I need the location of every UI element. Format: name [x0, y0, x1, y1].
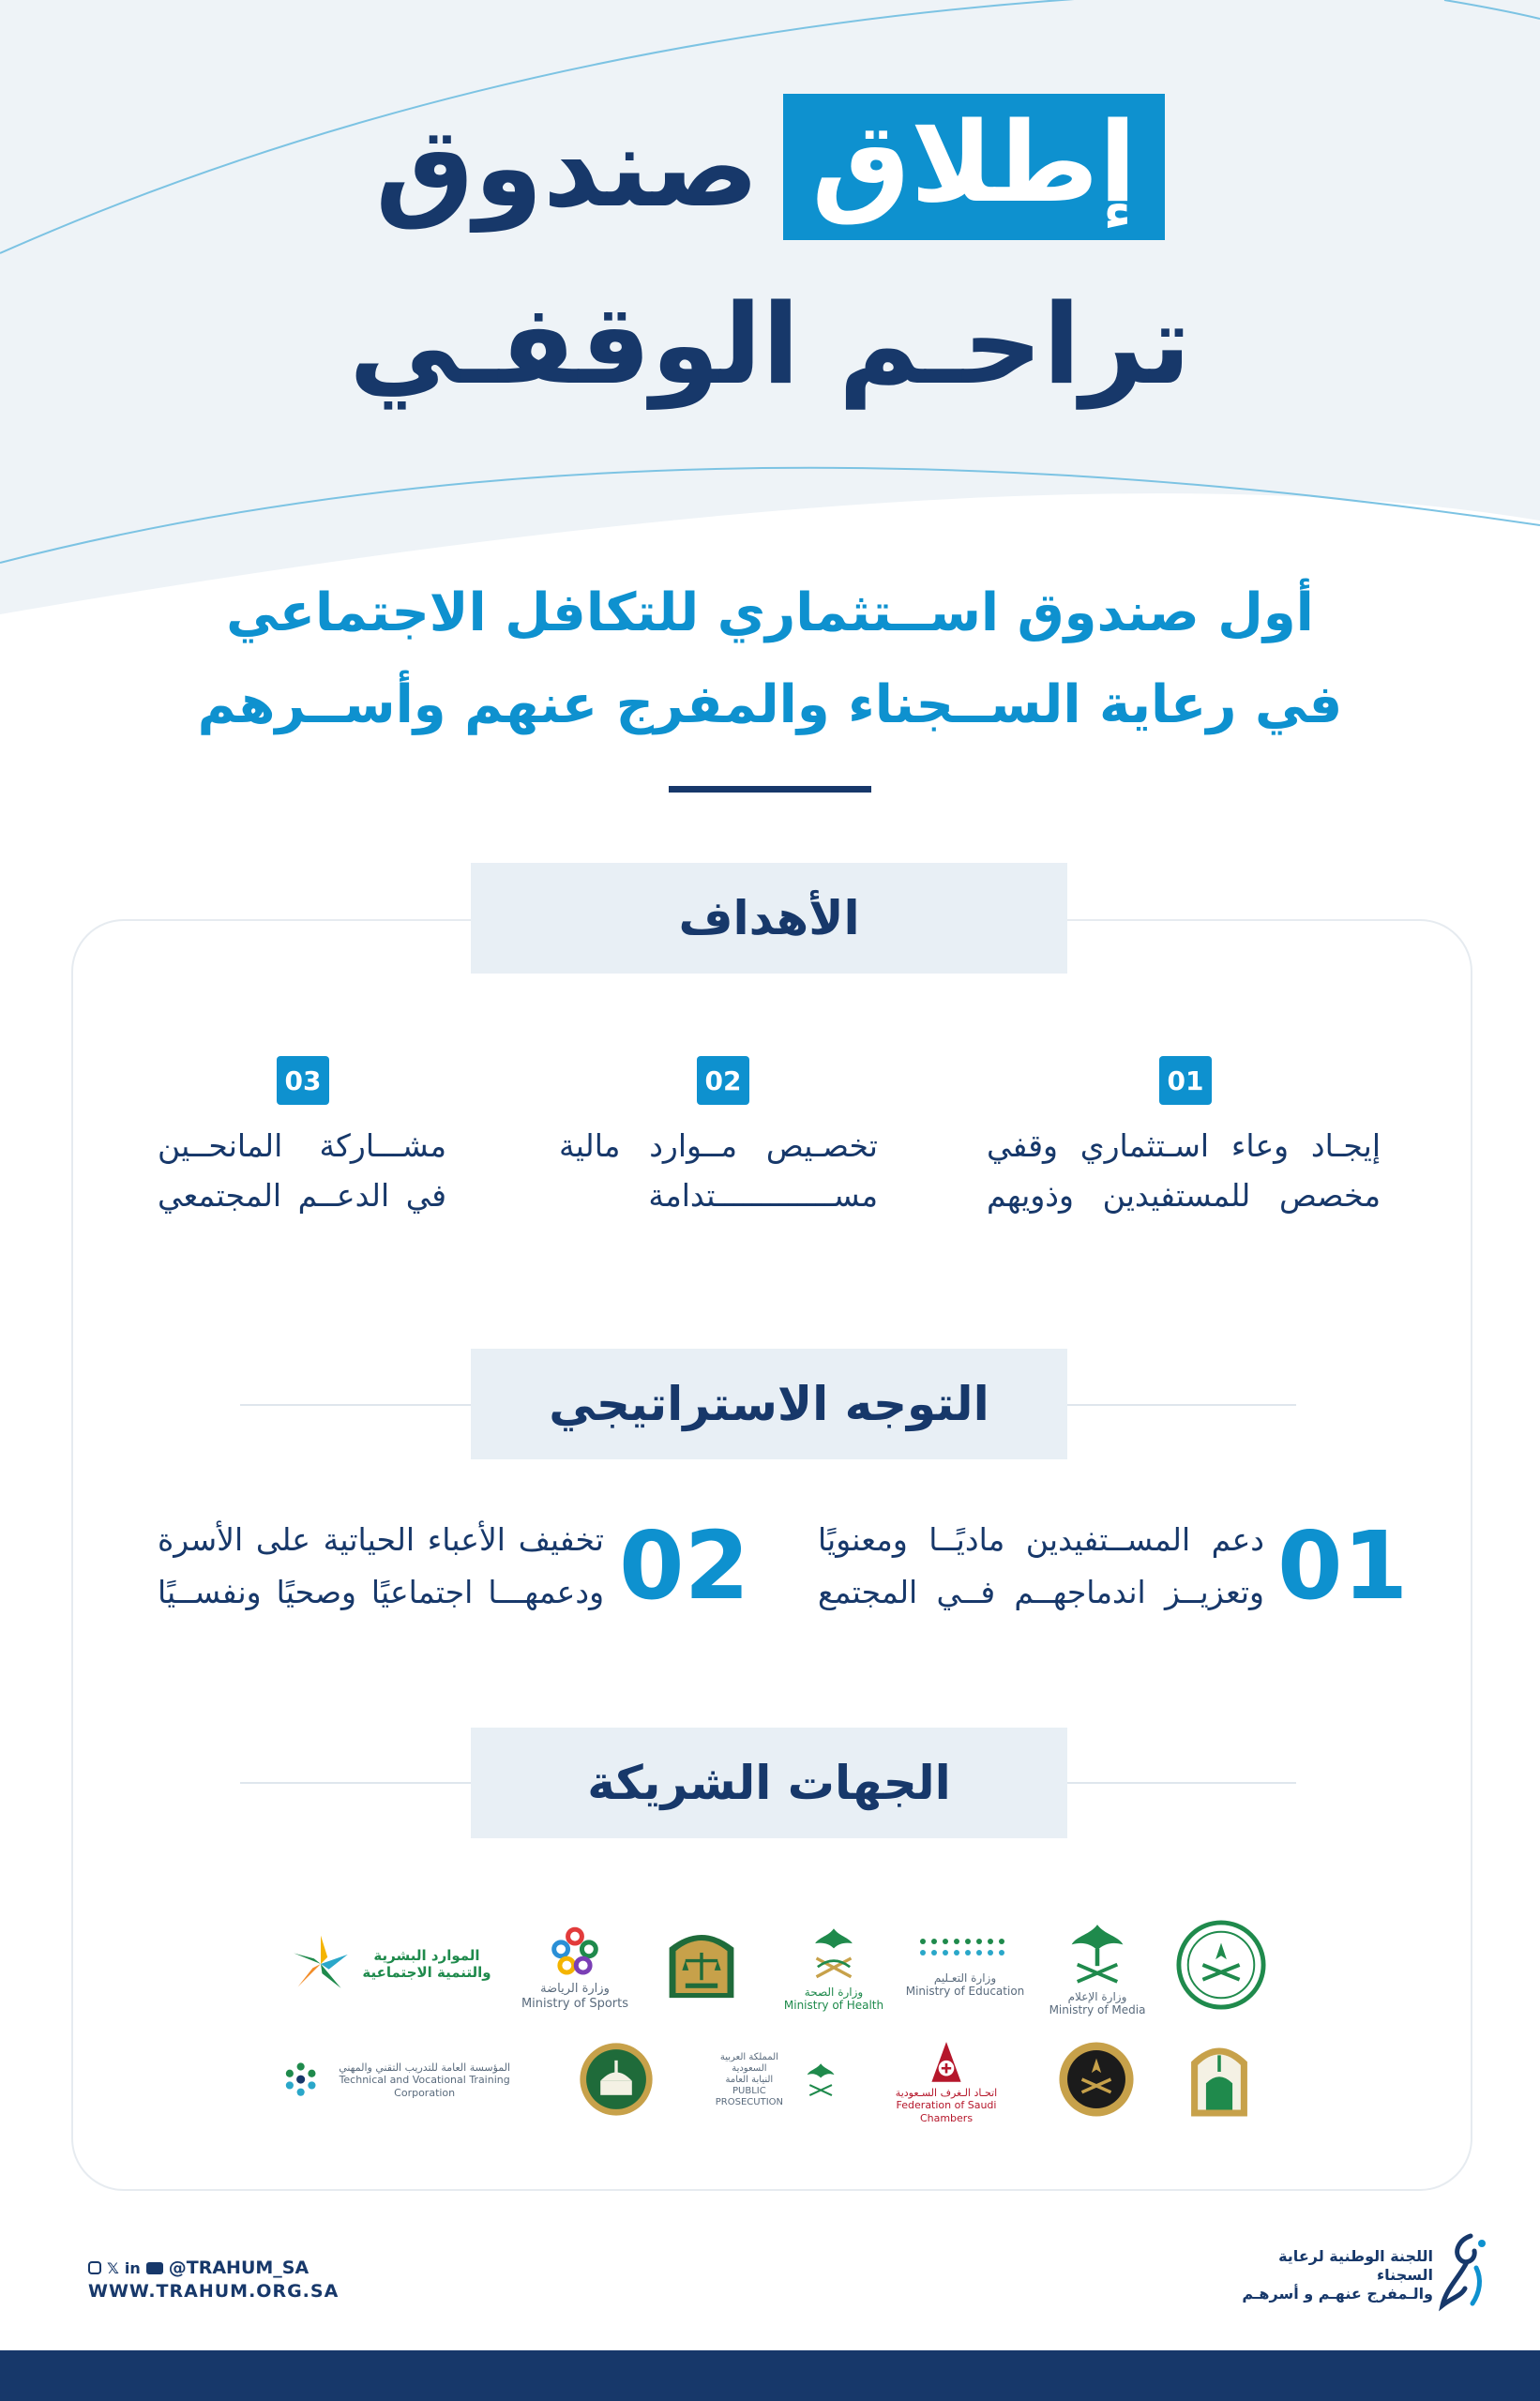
social-handle[interactable]: @TRAHUM_SA: [168, 2258, 310, 2278]
intro-line-1: أول صندوق اســتثماري للتكافل الاجتماعي: [226, 582, 1314, 643]
footer-social: [88, 2258, 309, 2278]
footer-org-line2: والـمفرج عنهـم و أسرهـم: [1242, 2285, 1433, 2303]
strategy-text-line1: تخفيف الأعباء الحياتية على الأسرة: [158, 1521, 604, 1558]
section-divider: [669, 786, 871, 793]
goal-number-badge: 02: [697, 1056, 749, 1105]
partners-heading: الجهات الشريكة: [471, 1728, 1067, 1838]
strategy-text-line1: دعم المســتفيدين ماديًــا ومعنويًا: [818, 1521, 1264, 1558]
ministry-sports-caption: وزارة الرياضة Ministry of Sports: [521, 1982, 629, 2011]
footer-org-line1: اللجنة الوطنية لرعاية السجناء: [1278, 2247, 1433, 2284]
bottom-bar: [0, 2350, 1540, 2401]
ministry-health-caption: وزارة الصحة Ministry of Health: [783, 1985, 884, 2012]
strategy-text-line2: ودعمهـــا اجتماعيًا وصحيًا ونفســيًا: [158, 1574, 604, 1611]
strategy-heading: التوجه الاستراتيجي: [471, 1349, 1067, 1459]
goal-text-line1: إيجـاد وعاء اسـتثماري وقفي: [987, 1127, 1381, 1164]
ministry-justice-logo-icon: [657, 1917, 747, 2011]
goal-number-badge: 03: [277, 1056, 329, 1105]
hrsd-caption: الموارد البشرية والتنمية الاجتماعية: [362, 1947, 491, 1981]
strategy-text: [158, 1514, 604, 1619]
strategy-text-line2: وتعزيــز اندماجهــم فــي المجتمع: [818, 1574, 1264, 1611]
goal-number-badge: 01: [1159, 1056, 1212, 1105]
goal-text-line2: مســـــــــــــتدامة: [648, 1176, 878, 1214]
strategy-text: [818, 1514, 1264, 1619]
ministry-sports-logo-icon: [520, 1910, 630, 2026]
hrsd-logo-icon: [285, 1926, 493, 2001]
instagram-icon[interactable]: [88, 2261, 101, 2274]
goal-text-line1: مشـــاركة المانحــين: [158, 1127, 446, 1164]
goal-text: [559, 1122, 878, 1221]
ministry-media-caption: وزارة الإعلام Ministry of Media: [1049, 1989, 1146, 2016]
footer-org-name: [1236, 2247, 1433, 2303]
goal-text: [158, 1122, 446, 1221]
federation-chambers-logo-icon: [882, 2037, 1011, 2125]
green-seal-logo-icon: [576, 2039, 657, 2120]
ministry-health-logo-icon: [778, 1913, 889, 2022]
public-prosecution-logo-icon: [703, 2041, 840, 2120]
website-url[interactable]: WWW.TRAHUM.ORG.SA: [88, 2281, 340, 2302]
tvtc-caption: المؤسسة العامة للتدريب التقني والمهني Technical and Vocational Training Corporation: [339, 2061, 511, 2099]
main-title-line1: [0, 94, 1540, 240]
x-icon[interactable]: 𝕏: [107, 2258, 119, 2277]
linkedin-icon[interactable]: in: [124, 2258, 141, 2277]
title-word: صندوق: [375, 102, 760, 232]
ministry-education-logo-icon: [904, 1919, 1026, 2013]
youtube-icon[interactable]: [146, 2262, 163, 2274]
public-prosecution-caption: المملكة العربية السعودية النيابة العامة PUBLIC PROSECUTION: [715, 2052, 783, 2107]
goal-text: [987, 1122, 1381, 1221]
goal-text-line1: تخصـيص مــوارد مالية: [559, 1127, 878, 1164]
goals-heading: الأهداف: [471, 863, 1067, 974]
strategy-number: 01: [1277, 1511, 1409, 1621]
saudi-emblem-icon: [1167, 1913, 1276, 2016]
federation-chambers-caption: اتحـاد الـغرف السـعودية Federation of Saudi Chambers: [895, 2087, 998, 2124]
military-emblem-logo-icon: [1054, 2037, 1139, 2122]
main-title-line2: تراحـم الوقفـي: [349, 279, 1191, 409]
strategy-number: 02: [619, 1511, 750, 1621]
goal-text-line2: مخصص للمستفيدين وذويهم: [987, 1176, 1381, 1214]
trahum-logo-icon: [1433, 2230, 1493, 2317]
islamic-affairs-logo-icon: [1184, 2035, 1255, 2122]
tvtc-logo-icon: [279, 2043, 520, 2118]
goal-text-line2: في الدعــم المجتمعي: [158, 1176, 446, 1214]
ministry-media-logo-icon: [1039, 1910, 1155, 2026]
intro-line-2: في رعاية الســجناء والمفرج عنهم وأســرهم: [197, 674, 1343, 735]
ministry-education-caption: وزارة التعـليم Ministry of Education: [905, 1971, 1025, 1998]
title-highlight: إطلاق: [783, 94, 1165, 240]
